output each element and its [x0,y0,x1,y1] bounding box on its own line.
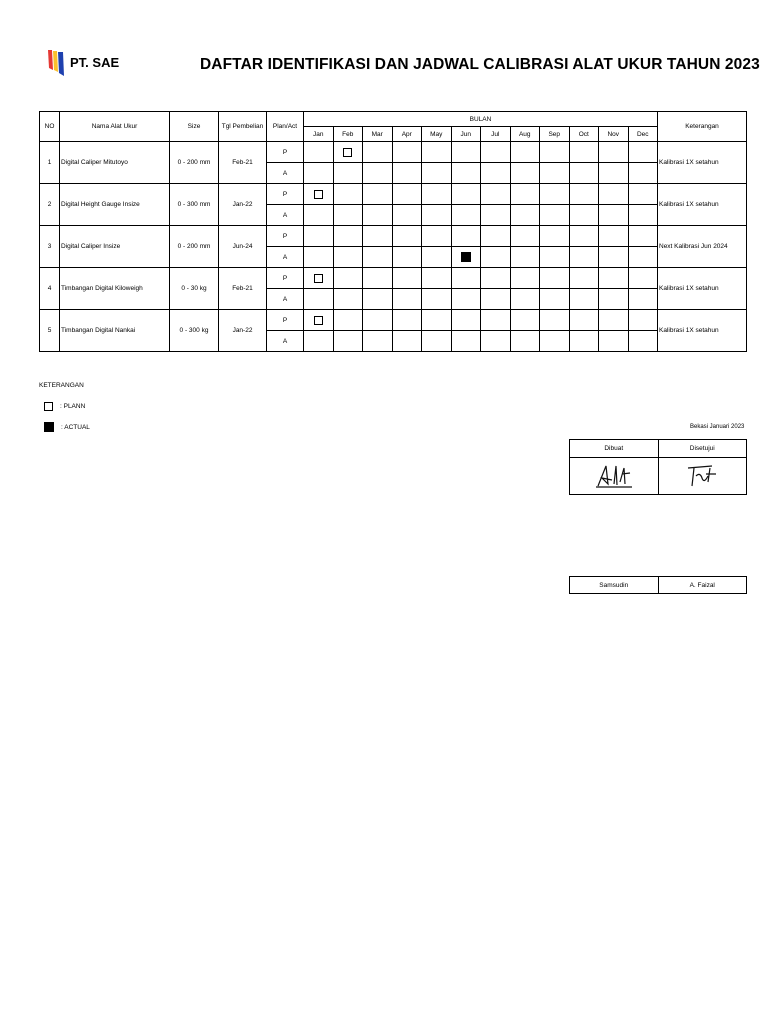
month-cell [333,289,363,310]
month-cell [451,247,481,268]
month-cell [363,184,393,205]
month-cell [569,142,599,163]
month-cell [569,310,599,331]
remarks: Next Kalibrasi Jun 2024 [658,226,747,268]
plan-box-icon [343,148,352,157]
month-cell [422,184,452,205]
month-cell [481,142,511,163]
month-cell [628,163,658,184]
plan-box-icon [314,316,323,325]
month-cell [304,184,334,205]
month-cell [510,142,540,163]
month-cell [333,205,363,226]
month-header: Mar [363,127,393,142]
month-cell [481,247,511,268]
month-cell [392,289,422,310]
month-cell [451,268,481,289]
instrument-size: 0 - 300 kg [170,310,219,352]
month-cell [569,184,599,205]
month-cell [599,310,629,331]
month-cell [540,268,570,289]
remarks: Kalibrasi 1X setahun [658,184,747,226]
month-header: Nov [599,127,629,142]
month-cell [481,205,511,226]
month-cell [304,247,334,268]
header-plan-act: Plan/Act [267,112,304,142]
made-by-signature [570,458,659,495]
row-number: 3 [40,226,60,268]
month-header: May [422,127,452,142]
month-cell [510,163,540,184]
table-row [40,310,747,331]
signature-scribble-icon [682,460,722,490]
month-cell [599,205,629,226]
month-cell [510,268,540,289]
month-cell [304,268,334,289]
signature-table [569,439,747,495]
month-cell [363,247,393,268]
month-cell [510,310,540,331]
month-cell [599,268,629,289]
purchase-date: Feb-21 [219,268,267,310]
month-cell [481,310,511,331]
signature-names-table [569,576,747,594]
actual-label: A [267,331,304,352]
remarks: Kalibrasi 1X setahun [658,142,747,184]
month-cell [304,331,334,352]
month-cell [363,163,393,184]
actual-label: A [267,289,304,310]
month-cell [392,142,422,163]
plan-box-icon [314,190,323,199]
month-cell [422,310,452,331]
month-cell [451,310,481,331]
actual-label: A [267,163,304,184]
row-number: 2 [40,184,60,226]
table-row [40,184,747,205]
month-cell [540,247,570,268]
month-cell [569,289,599,310]
made-by-name: Samsudin [570,577,659,594]
month-header: Aug [510,127,540,142]
month-cell [451,289,481,310]
month-cell [451,163,481,184]
month-cell [481,184,511,205]
legend-title: KETERANGAN [39,382,84,389]
actual-label: A [267,205,304,226]
legend-plan [44,402,85,411]
month-cell [304,310,334,331]
legend-plan-label: : PLANN [60,403,86,410]
month-cell [540,163,570,184]
month-cell [569,205,599,226]
purchase-date: Jan-22 [219,310,267,352]
month-cell [363,331,393,352]
month-cell [540,226,570,247]
approved-by-name: A. Faizal [658,577,747,594]
month-cell [333,331,363,352]
purchase-date: Jan-22 [219,184,267,226]
document-title: DAFTAR IDENTIFIKASI DAN JADWAL CALIBRASI ALAT UKUR TAHUN 2023 [200,56,760,73]
row-number: 1 [40,142,60,184]
month-cell [569,226,599,247]
actual-label: A [267,247,304,268]
table-row [40,142,747,163]
month-cell [451,205,481,226]
instrument-name: Timbangan Digital Nankai [60,310,170,352]
month-cell [392,226,422,247]
row-number: 5 [40,310,60,352]
calibration-schedule-table [39,111,747,352]
month-cell [422,205,452,226]
month-cell [481,289,511,310]
month-cell [628,226,658,247]
month-cell [333,142,363,163]
month-cell [599,163,629,184]
instrument-size: 0 - 200 mm [170,142,219,184]
month-cell [422,268,452,289]
month-cell [540,184,570,205]
month-cell [599,184,629,205]
month-header: Jun [451,127,481,142]
month-cell [599,226,629,247]
month-cell [599,247,629,268]
remarks: Kalibrasi 1X setahun [658,268,747,310]
remarks: Kalibrasi 1X setahun [658,310,747,352]
company-name: PT. SAE [70,55,120,70]
month-cell [304,205,334,226]
month-cell [363,205,393,226]
header-bulan: BULAN [304,112,658,127]
month-cell [540,289,570,310]
month-header: Sep [540,127,570,142]
month-cell [510,331,540,352]
header-purchase-date: Tgl Pembelian [219,112,267,142]
month-cell [540,142,570,163]
month-cell [422,226,452,247]
month-cell [422,289,452,310]
month-cell [628,289,658,310]
month-cell [628,205,658,226]
month-cell [510,289,540,310]
instrument-size: 0 - 30 kg [170,268,219,310]
month-cell [510,184,540,205]
plan-label: P [267,142,304,163]
instrument-name: Digital Height Gauge Insize [60,184,170,226]
month-cell [540,310,570,331]
actual-box-icon [461,252,471,262]
month-cell [333,163,363,184]
month-cell [422,163,452,184]
signature-scribble-icon [594,460,634,490]
plan-label: P [267,310,304,331]
month-cell [510,226,540,247]
month-header: Apr [392,127,422,142]
legend-actual-label: : ACTUAL [61,423,90,431]
instrument-name: Timbangan Digital Kiloweigh [60,268,170,310]
month-cell [363,226,393,247]
month-cell [599,142,629,163]
month-cell [628,331,658,352]
table-row [40,268,747,289]
month-cell [451,142,481,163]
month-cell [569,163,599,184]
month-cell [569,247,599,268]
header-keterangan: Keterangan [658,112,747,142]
month-cell [392,205,422,226]
plan-label: P [267,184,304,205]
month-cell [599,289,629,310]
month-header: Dec [628,127,658,142]
month-cell [333,226,363,247]
month-cell [628,142,658,163]
month-cell [422,247,452,268]
month-cell [392,331,422,352]
month-cell [540,331,570,352]
month-header: Jul [481,127,511,142]
approved-by-label: Disetujui [658,440,747,458]
actual-box-icon [44,422,54,432]
made-by-label: Dibuat [570,440,659,458]
month-cell [392,268,422,289]
month-cell [333,310,363,331]
month-cell [304,142,334,163]
month-cell [363,142,393,163]
month-cell [510,205,540,226]
approved-by-signature [658,458,747,495]
purchase-date: Jun-24 [219,226,267,268]
month-cell [451,184,481,205]
month-cell [628,268,658,289]
month-cell [392,310,422,331]
month-cell [540,205,570,226]
table-row [40,226,747,247]
month-cell [481,226,511,247]
header-name: Nama Alat Ukur [60,112,170,142]
place-date: Bekasi Januari 2023 [690,424,745,430]
instrument-size: 0 - 200 mm [170,226,219,268]
month-cell [392,184,422,205]
header-no: NO [40,112,60,142]
month-header: Oct [569,127,599,142]
month-cell [628,184,658,205]
plan-box-icon [314,274,323,283]
instrument-name: Digital Caliper Mitutoyo [60,142,170,184]
month-cell [481,268,511,289]
month-cell [304,289,334,310]
month-cell [451,226,481,247]
month-cell [422,331,452,352]
month-cell [481,331,511,352]
month-cell [628,310,658,331]
month-cell [481,163,511,184]
month-cell [451,331,481,352]
month-cell [333,268,363,289]
month-cell [363,310,393,331]
month-cell [510,247,540,268]
month-cell [363,268,393,289]
legend-actual [44,422,90,432]
month-cell [304,226,334,247]
month-cell [333,184,363,205]
month-cell [392,163,422,184]
plan-label: P [267,268,304,289]
month-cell [569,268,599,289]
month-cell [392,247,422,268]
purchase-date: Feb-21 [219,142,267,184]
instrument-size: 0 - 300 mm [170,184,219,226]
month-cell [333,247,363,268]
instrument-name: Digital Caliper Insize [60,226,170,268]
month-cell [569,331,599,352]
month-cell [304,163,334,184]
month-cell [422,142,452,163]
plan-label: P [267,226,304,247]
header-size: Size [170,112,219,142]
month-header: Feb [333,127,363,142]
month-header: Jan [304,127,334,142]
month-cell [363,289,393,310]
month-cell [599,331,629,352]
plan-box-icon [44,402,53,411]
month-cell [628,247,658,268]
row-number: 4 [40,268,60,310]
